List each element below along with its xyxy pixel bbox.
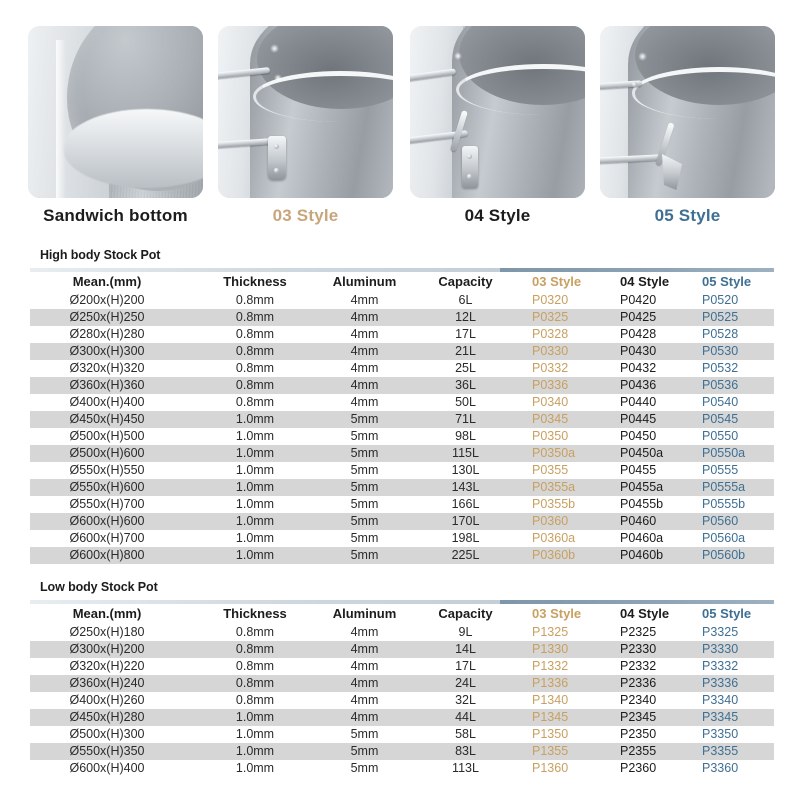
table-body-low — [30, 624, 774, 777]
cell-mean: Ø550x(H)350 — [69, 744, 145, 758]
cell-code-04: P0428 — [620, 327, 657, 341]
cell-thickness: 0.8mm — [235, 310, 275, 324]
product-photo-strip — [0, 0, 800, 238]
cell-aluminum: 4mm — [350, 344, 379, 358]
cell-aluminum: 5mm — [350, 531, 379, 545]
cell-code-03: P1345 — [532, 710, 569, 724]
table-row — [30, 709, 774, 726]
col-header-thickness: Thickness — [223, 274, 287, 289]
cell-mean: Ø500x(H)600 — [69, 446, 145, 460]
cell-code-03: P0355b — [532, 497, 576, 511]
col-header-04-style: 04 Style — [620, 606, 670, 621]
cell-thickness: 0.8mm — [235, 344, 275, 358]
cell-mean: Ø300x(H)200 — [69, 642, 145, 656]
col-header-05-style: 05 Style — [702, 606, 752, 621]
product-photo-sandwich-bottom — [28, 26, 203, 198]
cell-code-05: P0520 — [702, 293, 739, 307]
cell-thickness: 1.0mm — [235, 514, 275, 528]
cell-capacity: 58L — [455, 727, 476, 741]
cell-capacity: 113L — [452, 761, 479, 775]
photo-frame — [600, 26, 775, 198]
cell-capacity: 50L — [455, 395, 476, 409]
table-row — [30, 411, 774, 428]
handle-bracket — [268, 136, 286, 180]
cell-aluminum: 5mm — [350, 761, 379, 775]
cell-thickness: 0.8mm — [235, 676, 275, 690]
col-header-capacity: Capacity — [438, 274, 493, 289]
cell-capacity: 21L — [455, 344, 476, 358]
cell-mean: Ø400x(H)400 — [69, 395, 145, 409]
table-row — [30, 462, 774, 479]
cell-aluminum: 4mm — [350, 676, 379, 690]
cell-code-03: P1350 — [532, 727, 569, 741]
cell-code-03: P0360a — [532, 531, 576, 545]
cell-mean: Ø450x(H)280 — [69, 710, 145, 724]
cell-thickness: 1.0mm — [235, 480, 275, 494]
cell-aluminum: 5mm — [350, 727, 379, 741]
table-high-body — [30, 272, 774, 564]
col-header-03-style: 03 Style — [532, 606, 582, 621]
specular-highlight-a — [454, 52, 462, 60]
cell-aluminum: 5mm — [350, 744, 379, 758]
cell-thickness: 1.0mm — [235, 412, 275, 426]
cell-capacity: 12L — [455, 310, 476, 324]
table-row — [30, 726, 774, 743]
bracket-rivet-top — [467, 154, 472, 159]
cell-capacity: 71L — [455, 412, 476, 426]
cell-code-03: P0355a — [532, 480, 576, 494]
cell-code-03: P0360 — [532, 514, 569, 528]
table-row — [30, 658, 774, 675]
cell-code-05: P3330 — [702, 642, 739, 656]
cell-mean: Ø250x(H)180 — [69, 625, 145, 639]
cell-code-04: P0420 — [620, 293, 657, 307]
cell-thickness: 1.0mm — [235, 497, 275, 511]
cell-code-04: P0455b — [620, 497, 664, 511]
cell-thickness: 1.0mm — [235, 727, 275, 741]
cell-thickness: 1.0mm — [235, 761, 275, 775]
bracket-rivet-bottom — [467, 174, 472, 179]
cell-thickness: 0.8mm — [235, 361, 275, 375]
photo-caption-03-style: 03 Style — [272, 206, 339, 225]
table-title: High body Stock Pot — [40, 248, 161, 262]
cell-code-03: P0350a — [532, 446, 576, 460]
cell-thickness: 0.8mm — [235, 293, 275, 307]
cell-mean: Ø360x(H)360 — [69, 378, 145, 392]
photo-frame — [218, 26, 393, 198]
cell-code-04: P2330 — [620, 642, 657, 656]
cell-code-05: P0560a — [702, 531, 746, 545]
cell-code-05: P0550 — [702, 429, 739, 443]
col-header-capacity: Capacity — [438, 606, 493, 621]
cell-capacity: 166L — [451, 497, 480, 511]
table-header-row — [30, 272, 774, 292]
cell-code-04: P2360 — [620, 761, 657, 775]
cell-capacity: 115L — [452, 446, 479, 460]
photo-caption-sandwich-bottom: Sandwich bottom — [43, 206, 188, 225]
accent-bar-right — [500, 600, 774, 604]
cell-thickness: 1.0mm — [235, 446, 275, 460]
cell-code-04: P0432 — [620, 361, 657, 375]
cell-code-04: P0450a — [620, 446, 664, 460]
accent-bar-left — [30, 268, 500, 272]
cell-capacity: 98L — [455, 429, 476, 443]
table-row — [30, 343, 774, 360]
cell-mean: Ø320x(H)320 — [69, 361, 145, 375]
cell-code-05: P0555 — [702, 463, 739, 477]
cell-mean: Ø400x(H)260 — [69, 693, 145, 707]
cell-code-04: P0455a — [620, 480, 664, 494]
cell-thickness: 0.8mm — [235, 327, 275, 341]
cell-aluminum: 4mm — [350, 310, 379, 324]
cell-code-04: P0440 — [620, 395, 657, 409]
cell-capacity: 130L — [451, 463, 480, 477]
cell-capacity: 32L — [455, 693, 476, 707]
col-header-03-style: 03 Style — [532, 274, 582, 289]
cell-aluminum: 4mm — [350, 378, 379, 392]
cell-mean: Ø600x(H)700 — [69, 531, 145, 545]
table-row — [30, 513, 774, 530]
cell-mean: Ø450x(H)450 — [69, 412, 145, 426]
col-header-mean: Mean.(mm) — [72, 274, 142, 289]
spec-table-high-body — [30, 248, 774, 564]
cell-aluminum: 5mm — [350, 480, 379, 494]
cell-aluminum: 5mm — [350, 463, 379, 477]
cell-code-03: P0345 — [532, 412, 569, 426]
cell-thickness: 1.0mm — [235, 531, 275, 545]
cell-aluminum: 4mm — [350, 710, 379, 724]
cell-code-05: P3350 — [702, 727, 739, 741]
cell-thickness: 0.8mm — [235, 395, 275, 409]
cell-code-03: P0336 — [532, 378, 569, 392]
cell-code-03: P0360b — [532, 548, 576, 562]
cell-code-05: P3325 — [702, 625, 739, 639]
cell-capacity: 36L — [455, 378, 476, 392]
cell-code-05: P3345 — [702, 710, 739, 724]
cell-code-03: P0340 — [532, 395, 569, 409]
cell-code-03: P0320 — [532, 293, 569, 307]
cell-capacity: 225L — [451, 548, 480, 562]
bracket-rivet-top — [632, 82, 637, 87]
cell-code-05: P3336 — [702, 676, 739, 690]
cell-capacity: 17L — [455, 659, 476, 673]
cell-code-04: P0450 — [620, 429, 657, 443]
cell-thickness: 1.0mm — [235, 744, 275, 758]
cell-capacity: 170L — [451, 514, 480, 528]
table-row — [30, 624, 774, 641]
table-header-row — [30, 604, 774, 624]
cell-mean: Ø200x(H)200 — [69, 293, 145, 307]
cell-aluminum: 4mm — [350, 659, 379, 673]
table-row — [30, 743, 774, 760]
table-title: Low body Stock Pot — [40, 580, 158, 594]
cell-mean: Ø280x(H)280 — [69, 327, 145, 341]
product-photo-05-style — [600, 26, 775, 198]
cell-code-05: P0555a — [702, 480, 746, 494]
col-header-mean: Mean.(mm) — [72, 606, 142, 621]
cell-thickness: 1.0mm — [235, 548, 275, 562]
table-row — [30, 428, 774, 445]
cell-code-04: P2355 — [620, 744, 657, 758]
table-row — [30, 547, 774, 564]
cell-code-05: P0560 — [702, 514, 739, 528]
table-top-accent-bar — [30, 600, 774, 604]
cell-thickness: 1.0mm — [235, 463, 275, 477]
cell-aluminum: 5mm — [350, 446, 379, 460]
cell-aluminum: 4mm — [350, 293, 379, 307]
cell-mean: Ø500x(H)300 — [69, 727, 145, 741]
cell-code-03: P1330 — [532, 642, 569, 656]
cell-code-03: P0325 — [532, 310, 569, 324]
cell-code-04: P2340 — [620, 693, 657, 707]
specular-highlight-a — [638, 52, 647, 61]
cell-aluminum: 4mm — [350, 642, 379, 656]
cell-mean: Ø550x(H)550 — [69, 463, 145, 477]
table-row — [30, 326, 774, 343]
table-row — [30, 445, 774, 462]
cell-code-03: P1360 — [532, 761, 569, 775]
col-header-aluminum: Aluminum — [332, 274, 397, 289]
cell-mean: Ø550x(H)700 — [69, 497, 145, 511]
table-row — [30, 377, 774, 394]
cell-code-04: P0425 — [620, 310, 657, 324]
cell-code-03: P1355 — [532, 744, 569, 758]
col-header-05-style: 05 Style — [702, 274, 752, 289]
table-row — [30, 496, 774, 513]
accent-bar-left — [30, 600, 500, 604]
specular-highlight-a — [270, 44, 279, 53]
cell-code-03: P0355 — [532, 463, 569, 477]
cell-code-04: P2332 — [620, 659, 657, 673]
cell-code-04: P0460a — [620, 531, 664, 545]
table-low-body — [30, 604, 774, 777]
cell-code-04: P0430 — [620, 344, 657, 358]
cell-code-03: P1340 — [532, 693, 569, 707]
cell-code-03: P0332 — [532, 361, 569, 375]
cell-code-05: P0550a — [702, 446, 746, 460]
cell-capacity: 6L — [458, 293, 473, 307]
cell-mean: Ø600x(H)400 — [69, 761, 145, 775]
cell-code-05: P0525 — [702, 310, 739, 324]
cell-mean: Ø550x(H)600 — [69, 480, 145, 494]
cell-capacity: 17L — [455, 327, 476, 341]
table-row — [30, 479, 774, 496]
cell-thickness: 1.0mm — [235, 710, 275, 724]
col-header-thickness: Thickness — [223, 606, 287, 621]
table-row — [30, 394, 774, 411]
cell-code-05: P0536 — [702, 378, 739, 392]
cell-capacity: 44L — [455, 710, 476, 724]
bracket-rivet-bottom — [274, 168, 279, 173]
cell-code-04: P0460 — [620, 514, 657, 528]
cell-aluminum: 4mm — [350, 361, 379, 375]
cell-code-03: P0328 — [532, 327, 569, 341]
wall-edge-highlight — [56, 40, 66, 198]
cell-code-05: P0560b — [702, 548, 746, 562]
cell-code-05: P0532 — [702, 361, 739, 375]
cell-mean: Ø250x(H)250 — [69, 310, 145, 324]
cell-code-05: P0540 — [702, 395, 739, 409]
cell-thickness: 0.8mm — [235, 659, 275, 673]
cell-thickness: 1.0mm — [235, 429, 275, 443]
cell-code-04: P2336 — [620, 676, 657, 690]
table-row — [30, 292, 774, 309]
cell-code-05: P0530 — [702, 344, 739, 358]
cell-mean: Ø600x(H)800 — [69, 548, 145, 562]
cell-mean: Ø500x(H)500 — [69, 429, 145, 443]
cell-code-03: P1332 — [532, 659, 569, 673]
table-row — [30, 675, 774, 692]
cell-code-04: P0460b — [620, 548, 664, 562]
col-header-04-style: 04 Style — [620, 274, 670, 289]
table-row — [30, 692, 774, 709]
cell-capacity: 9L — [458, 625, 473, 639]
cell-code-05: P3340 — [702, 693, 739, 707]
photo-frame — [28, 26, 203, 198]
cell-code-04: P2325 — [620, 625, 657, 639]
table-top-accent-bar — [30, 268, 774, 272]
cell-code-05: P3355 — [702, 744, 739, 758]
cell-thickness: 0.8mm — [235, 378, 275, 392]
handle-bracket — [462, 146, 478, 188]
cell-mean: Ø300x(H)300 — [69, 344, 145, 358]
cell-code-03: P0350 — [532, 429, 569, 443]
cell-capacity: 83L — [455, 744, 476, 758]
specular-highlight-b — [274, 74, 282, 82]
cell-code-04: P2345 — [620, 710, 657, 724]
col-header-aluminum: Aluminum — [332, 606, 397, 621]
cell-code-05: P3332 — [702, 659, 739, 673]
photo-caption-04-style: 04 Style — [464, 206, 531, 225]
cell-mean: Ø360x(H)240 — [69, 676, 145, 690]
accent-bar-right — [500, 268, 774, 272]
cell-capacity: 14L — [455, 642, 476, 656]
cell-aluminum: 5mm — [350, 548, 379, 562]
table-row — [30, 309, 774, 326]
cell-thickness: 0.8mm — [235, 693, 275, 707]
cell-capacity: 25L — [455, 361, 476, 375]
cell-mean: Ø600x(H)600 — [69, 514, 145, 528]
cell-thickness: 0.8mm — [235, 625, 275, 639]
cell-code-05: P0545 — [702, 412, 739, 426]
cell-code-04: P2350 — [620, 727, 657, 741]
cell-aluminum: 4mm — [350, 693, 379, 707]
cell-code-04: P0445 — [620, 412, 657, 426]
cell-capacity: 198L — [451, 531, 480, 545]
table-row — [30, 760, 774, 777]
cell-aluminum: 4mm — [350, 625, 379, 639]
cell-code-04: P0455 — [620, 463, 657, 477]
cell-aluminum: 4mm — [350, 395, 379, 409]
table-row — [30, 360, 774, 377]
cell-code-05: P3360 — [702, 761, 739, 775]
product-photo-03-style — [218, 26, 393, 198]
photo-frame — [410, 26, 585, 198]
cell-mean: Ø320x(H)220 — [69, 659, 145, 673]
cell-aluminum: 5mm — [350, 429, 379, 443]
table-row — [30, 641, 774, 658]
cell-code-04: P0436 — [620, 378, 657, 392]
cell-capacity: 24L — [455, 676, 476, 690]
bracket-rivet-top — [274, 144, 279, 149]
cell-code-05: P0555b — [702, 497, 746, 511]
cell-aluminum: 5mm — [350, 514, 379, 528]
cell-code-03: P1325 — [532, 625, 569, 639]
product-photo-04-style — [410, 26, 585, 198]
table-row — [30, 530, 774, 547]
cell-code-03: P1336 — [532, 676, 569, 690]
cell-capacity: 143L — [451, 480, 480, 494]
cell-thickness: 0.8mm — [235, 642, 275, 656]
table-body-high — [30, 292, 774, 564]
cell-aluminum: 5mm — [350, 497, 379, 511]
cell-code-03: P0330 — [532, 344, 569, 358]
cell-code-05: P0528 — [702, 327, 739, 341]
cell-aluminum: 4mm — [350, 327, 379, 341]
photo-caption-05-style: 05 Style — [654, 206, 721, 225]
cell-aluminum: 5mm — [350, 412, 379, 426]
spec-table-low-body — [30, 580, 774, 777]
